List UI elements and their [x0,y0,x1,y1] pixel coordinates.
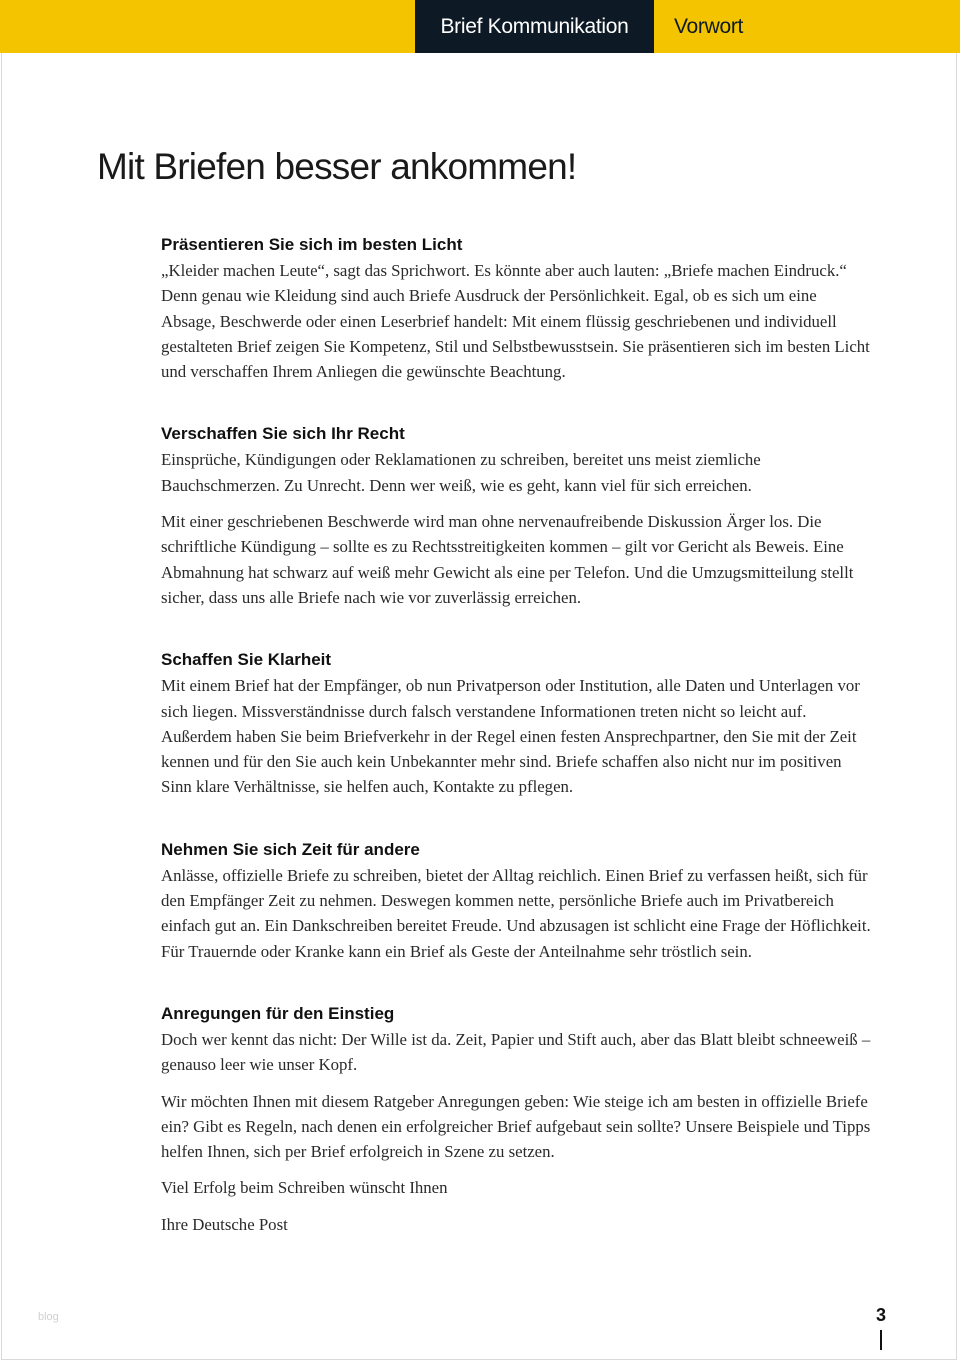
paragraph: „Kleider machen Leute“, sagt das Sprichwort. Es könnte aber auch lauten: „Briefe machen Eindruck.“ Denn genau wie Kleidung sind auch Briefe Ausdruck der Persönlichkeit. Egal, ob es sich um eine Absage, Beschwerde oder einen Leserbrief handelt: Mit einem flüssig geschriebenen und individuell gestalteten Brief zeigen Sie Kompetenz, Stil und Selbstbewusstsein. Sie präsentieren sich im besten Licht und verschaffen Ihrem Anliegen die gewünschte Beachtung. [161,261,870,382]
section-klarheit [161,647,873,799]
section-heading: Präsentieren Sie sich im besten Licht [161,235,463,254]
section-einstieg [161,1001,873,1237]
section-heading: Schaffen Sie Klarheit [161,650,332,670]
header-band [0,0,960,53]
section-recht [161,421,873,610]
content-body [161,232,873,1274]
paragraph: Einsprüche, Kündigungen oder Reklamationen zu schreiben, bereitet uns meist ziemliche Bauchschmerzen. Zu Unrecht. Denn wer weiß, wie es geht, kann viel für sich erreichen. [161,450,761,495]
watermark: blog [38,1311,59,1323]
paragraph: Mit einer geschriebenen Beschwerde wird man ohne nervenaufreibende Diskussion Ärger los. Die schriftliche Kündigung – sollte es zu Rechtsstreitigkeiten kommen – gilt vor Gericht als Beweis. Eine Abmahnung hat schwarz auf weiß mehr Gewicht als eine per Telefon. Und die Umzugsmitteilung stellt sicher, dass uns alle Briefe nach wie vor zuverlässig erreichen. [161,512,854,607]
page-number: 3 [876,1305,887,1325]
paragraph: Wir möchten Ihnen mit diesem Ratgeber Anregungen geben: Wie steige ich am besten in offizielle Briefe ein? Gibt es Regeln, nach denen ein erfolgreicher Brief aufgebaut sein sollte? Unsere Beispiele und Tipps helfen Ihnen, sich per Brief erfolgreich in Szene zu setzen. [161,1091,871,1162]
page-title: Mit Briefen besser ankommen! [97,146,577,187]
paragraph: Doch wer kennt das nicht: Der Wille ist da. Zeit, Papier und Stift auch, aber das Blatt bleibt schneeweiß – genauso leer wie unser Kopf. [161,1029,871,1075]
section-heading: Verschaffen Sie sich Ihr Recht [161,424,405,444]
page-number-rule [880,1330,882,1350]
paragraph: Mit einem Brief hat der Empfänger, ob nun Privatperson oder Institution, alle Daten und Unterlagen vor sich liegen. Missverständnisse durch falsch verstandene Informationen treten nicht so leicht auf. Außerdem haben Sie beim Briefverkehr in der Regel einen festen Ansprechpartner, den Sie mit der Zeit kennen und für den Sie auch kein Unbekannter mehr sind. Briefe schaffen also nicht nur im positiven Sinn klare Verhältnisse, sie helfen auch, Kontakte zu pflegen. [161,676,860,797]
paragraph: Anlässe, offizielle Briefe zu schreiben, bietet der Alltag reichlich. Einen Brief zu verfassen heißt, sich für den Empfänger Zeit zu nehmen. Deswegen kommen nette, persönliche Briefe auch im Privatbereich einfach gut an. Ein Dankschreiben bereitet Freude. Und abzusagen ist schlicht eine Frage der Höflichkeit. Für Trauernde oder Kranke kann ein Brief als Geste der Anteilnahme sehr tröstlich sein. [161,865,871,961]
header-tab-brief-kommunikation: Brief Kommunikation [415,0,654,53]
header-tab-vorwort: Vorwort [674,14,744,38]
section-praesentieren [161,232,873,384]
section-heading: Anregungen für den Einstieg [161,1003,395,1023]
section-heading: Nehmen Sie sich Zeit für andere [161,839,420,859]
closing-line: Viel Erfolg beim Schreiben wünscht Ihnen [161,1178,448,1198]
signature: Ihre Deutsche Post [161,1214,288,1234]
section-zeit [161,837,873,964]
